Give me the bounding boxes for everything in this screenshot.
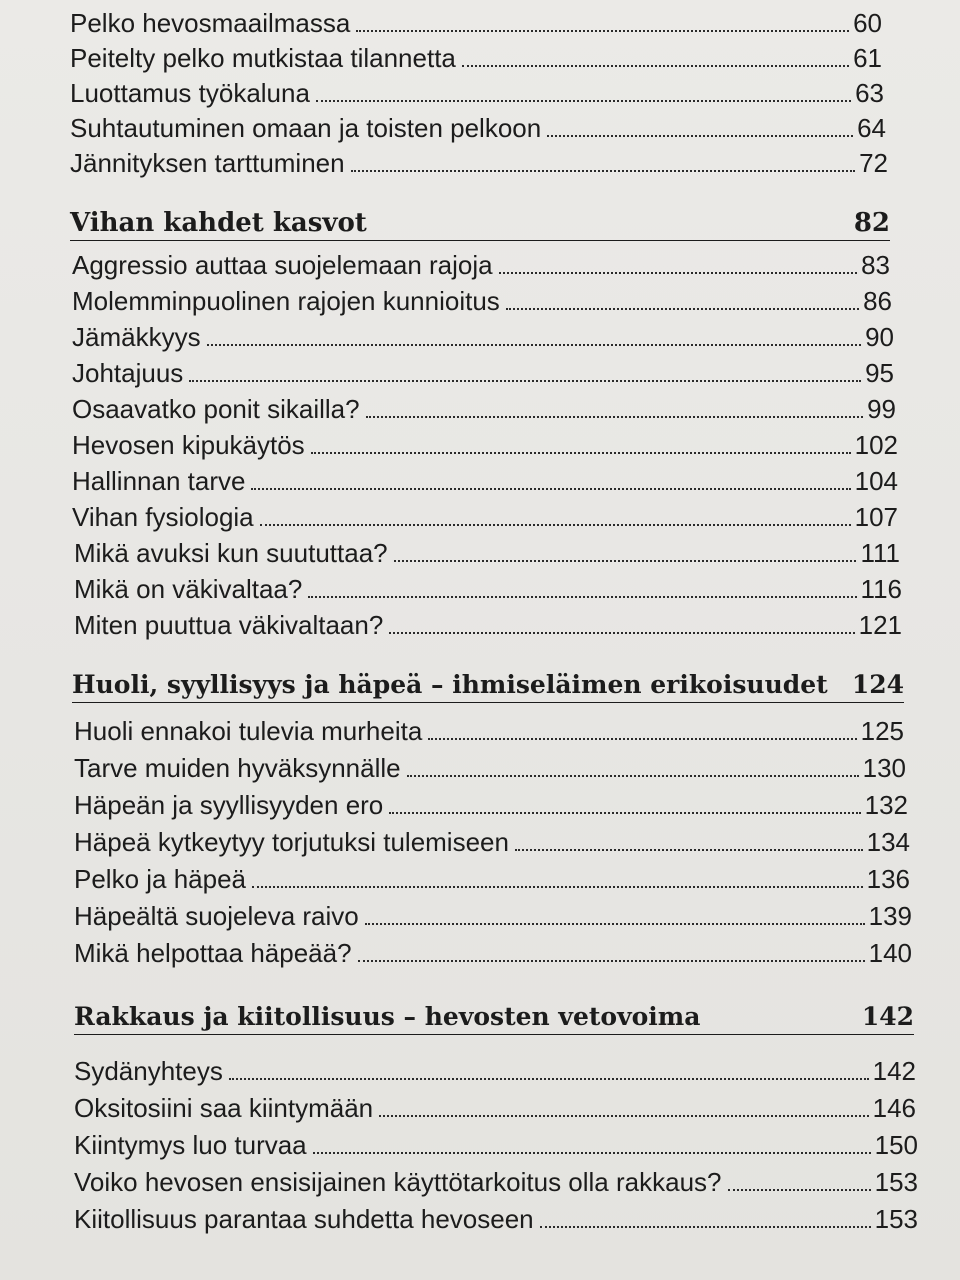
toc-entry-page: 90 bbox=[865, 322, 894, 352]
toc-entry-page: 121 bbox=[858, 610, 902, 640]
toc-entry-page: 142 bbox=[872, 1056, 916, 1086]
chapter-page: 142 bbox=[861, 1002, 914, 1031]
toc-entry-title: Jämäkkyys bbox=[72, 322, 201, 352]
dot-leader bbox=[313, 1146, 871, 1154]
toc-entry-title: Tarve muiden hyväksynnälle bbox=[74, 753, 401, 783]
toc-entry-title: Oksitosiini saa kiintymään bbox=[74, 1093, 374, 1123]
toc-entry-title: Vihan fysiologia bbox=[72, 502, 254, 532]
dot-leader bbox=[540, 1220, 871, 1228]
chapter-heading bbox=[74, 1000, 914, 1035]
toc-entry-title: Jännityksen tarttuminen bbox=[70, 148, 345, 178]
toc-entry-title: Miten puuttua väkivaltaan? bbox=[74, 610, 384, 640]
toc-entry-page: 136 bbox=[866, 864, 910, 894]
toc-entry-title: Häpeän ja syyllisyyden ero bbox=[74, 790, 384, 820]
toc-entry-page: 104 bbox=[854, 466, 898, 496]
toc-entry-page: 86 bbox=[863, 286, 892, 316]
toc-entry-page: 140 bbox=[868, 938, 912, 968]
toc-entry-page: 61 bbox=[853, 43, 882, 73]
chapter-page: 82 bbox=[853, 208, 890, 238]
chapter-page: 124 bbox=[851, 670, 904, 699]
toc-entry bbox=[74, 1204, 918, 1234]
toc-entry-title: Voiko hevosen ensisijainen käyttötarkoitus olla rakkaus? bbox=[74, 1167, 722, 1197]
toc-entry-page: 153 bbox=[874, 1167, 918, 1197]
toc-entry-title: Pelko ja häpeä bbox=[74, 864, 247, 894]
toc-entry-title: Huoli ennakoi tulevia murheita bbox=[74, 716, 423, 746]
toc-entry-title: Peitelty pelko mutkistaa tilannetta bbox=[70, 43, 456, 73]
toc-entry-page: 102 bbox=[854, 430, 898, 460]
toc-entry-page: 150 bbox=[874, 1130, 918, 1160]
toc-entry-page: 116 bbox=[860, 574, 902, 604]
toc-entry-page: 99 bbox=[867, 394, 896, 424]
toc-entry-page: 95 bbox=[865, 358, 894, 388]
toc-entry-page: 132 bbox=[864, 790, 908, 820]
toc-entry-page: 107 bbox=[854, 502, 898, 532]
toc-entry-title: Hevosen kipukäytös bbox=[72, 430, 305, 460]
toc-entry-title: Molemminpuolinen rajojen kunnioitus bbox=[72, 286, 500, 316]
toc-entry-title: Häpeä kytkeytyy torjutuksi tulemiseen bbox=[74, 827, 509, 857]
toc-entry-page: 83 bbox=[861, 250, 890, 280]
toc-entry-title: Häpeältä suojeleva raivo bbox=[74, 901, 359, 931]
toc-entry-title: Mikä helpottaa häpeää? bbox=[74, 938, 352, 968]
toc-entry-page: 60 bbox=[853, 8, 882, 38]
chapter-title: Huoli, syyllisyys ja häpeä – ihmiseläimen erikoisuudet bbox=[72, 670, 828, 699]
toc-entry-page: 134 bbox=[866, 827, 910, 857]
toc-entry-title: Mikä on väkivaltaa? bbox=[74, 574, 303, 604]
toc-entry bbox=[74, 1167, 918, 1197]
dot-leader bbox=[379, 1109, 868, 1117]
toc-entry-title: Hallinnan tarve bbox=[72, 466, 246, 496]
toc-entry bbox=[74, 1093, 916, 1123]
toc-entry-title: Kiitollisuus parantaa suhdetta hevoseen bbox=[74, 1204, 534, 1234]
toc-entry-title: Pelko hevosmaailmassa bbox=[70, 8, 351, 38]
toc-entry-title: Johtajuus bbox=[72, 358, 184, 388]
dot-leader bbox=[728, 1183, 871, 1191]
chapter-title: Rakkaus ja kiitollisuus – hevosten vetovoima bbox=[74, 1002, 701, 1031]
toc-entry-page: 64 bbox=[857, 113, 886, 143]
toc-entry-page: 111 bbox=[860, 538, 900, 568]
toc-entry-title: Aggressio auttaa suojelemaan rajoja bbox=[72, 250, 493, 280]
toc-entry-title: Suhtautuminen omaan ja toisten pelkoon bbox=[70, 113, 542, 143]
toc-entry-page: 139 bbox=[868, 901, 912, 931]
toc-entry-page: 130 bbox=[862, 753, 906, 783]
toc-entry bbox=[74, 1056, 916, 1086]
toc-entry-page: 72 bbox=[859, 148, 888, 178]
toc-entry-page: 63 bbox=[855, 78, 884, 108]
toc-entry-page: 125 bbox=[860, 716, 904, 746]
toc-entry bbox=[74, 1130, 918, 1160]
toc-entry-page: 153 bbox=[874, 1204, 918, 1234]
toc-entry-title: Kiintymys luo turvaa bbox=[74, 1130, 307, 1160]
toc-entry-title: Luottamus työkaluna bbox=[70, 78, 310, 108]
toc-entry-title: Mikä avuksi kun suututtaa? bbox=[74, 538, 388, 568]
toc-entry-page: 146 bbox=[872, 1093, 916, 1123]
toc-entry-title: Sydänyhteys bbox=[74, 1056, 223, 1086]
toc-entry-title: Osaavatko ponit sikailla? bbox=[72, 394, 360, 424]
chapter-title: Vihan kahdet kasvot bbox=[70, 208, 367, 238]
dot-leader bbox=[229, 1072, 869, 1080]
